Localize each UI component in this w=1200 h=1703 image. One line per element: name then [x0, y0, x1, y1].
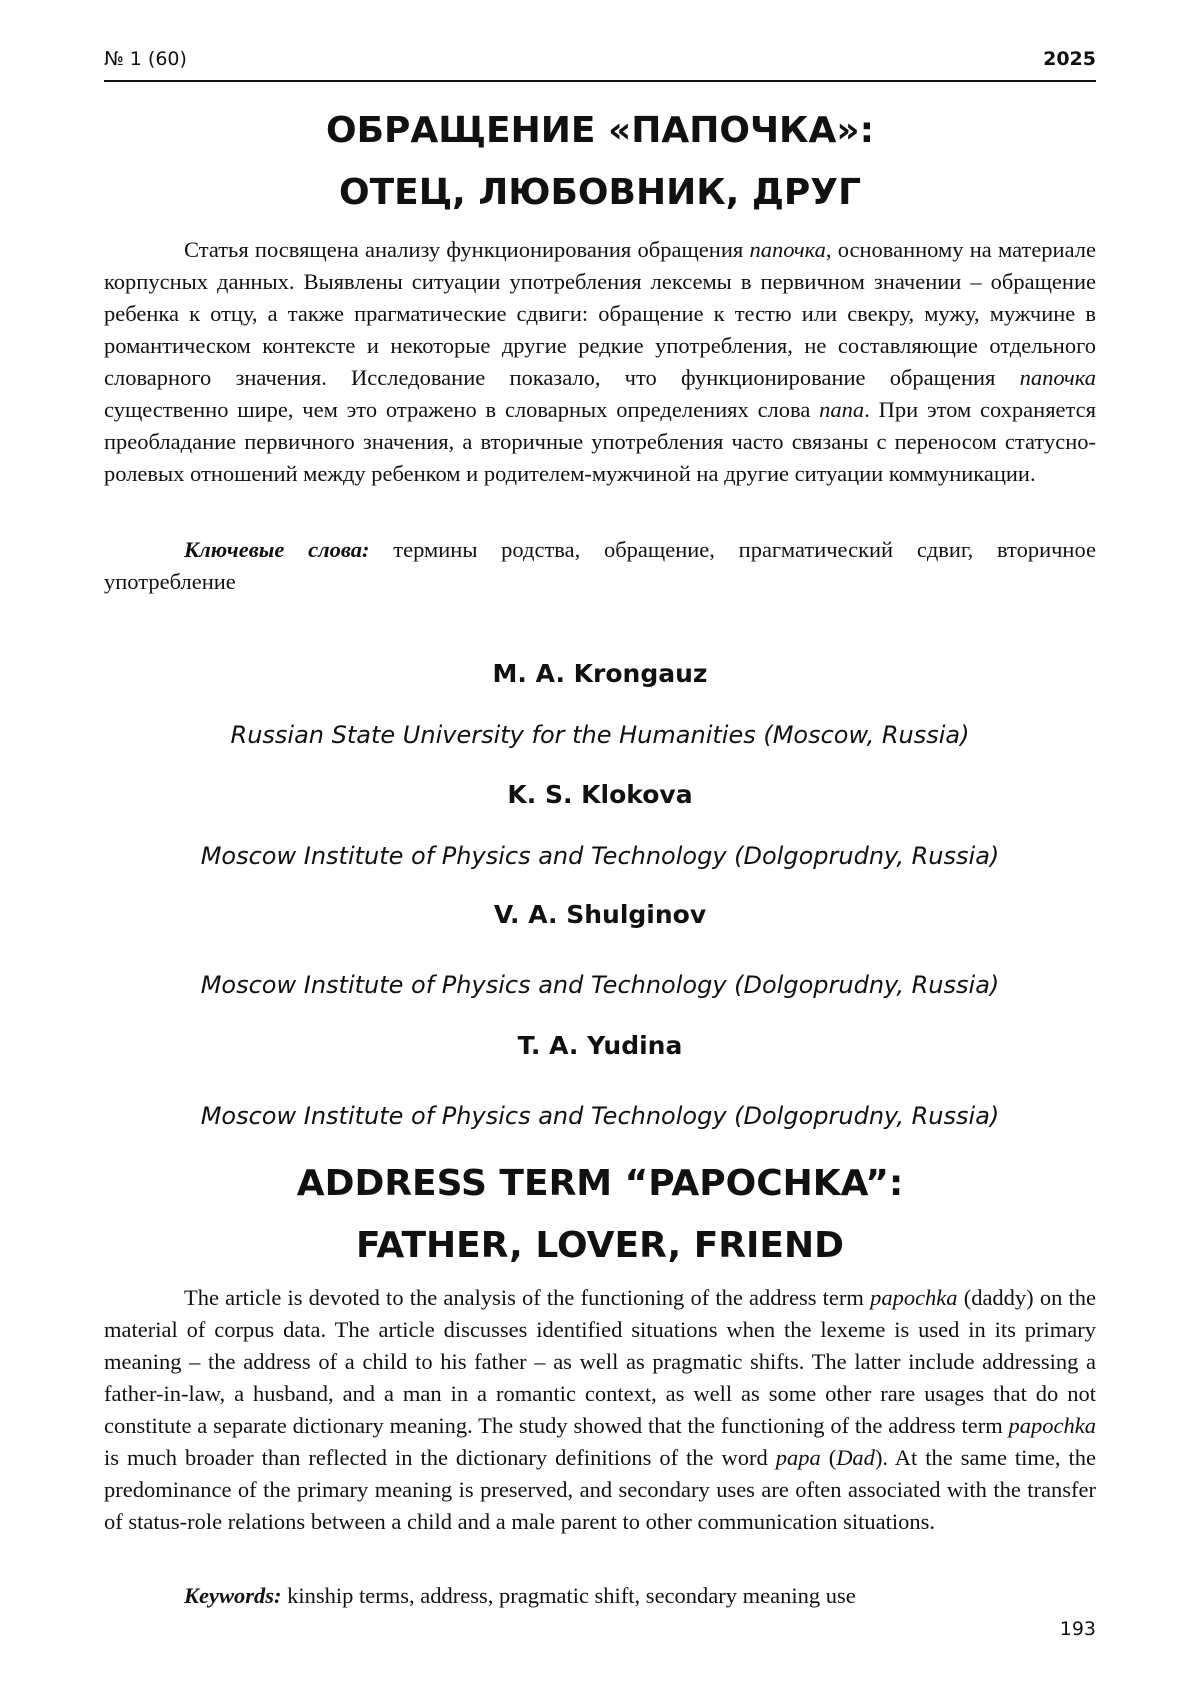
russian-keywords — [104, 534, 1096, 598]
page-number: 193 — [1059, 1618, 1096, 1640]
author-name: K. S. Klokova — [507, 780, 693, 809]
term-papochka: папочка — [749, 237, 826, 262]
author-affiliation: Moscow Institute of Physics and Technology (Dolgoprudny, Russia) — [200, 842, 1000, 870]
term-papa: papa — [775, 1445, 821, 1470]
author-affiliation: Moscow Institute of Physics and Technology (Dolgoprudny, Russia) — [200, 971, 1000, 999]
author-name: M. A. Krongauz — [492, 659, 708, 688]
english-title-line-2: FATHER, LOVER, FRIEND — [355, 1225, 845, 1266]
english-keywords-label: Keywords: — [184, 1583, 282, 1608]
english-title — [104, 1153, 1096, 1277]
russian-abstract: Статья посвящена анализу функционирования обращения папочка, основанному на материале корпусных данных. Выявлены ситуации употребления лексемы в первичном значении – обращение ребенка к отцу, а также прагматические сдвиги: обращение к тестю или свекру, мужу, мужчине в романтическом контексте и некоторые другие редкие употребления, не составляющие отдельного словарного значения. Исследование показало, что функционирование обращения папочка существенно шире, чем это отражено в словарных определениях слова папа. При этом сохраняется преобладание первичного значения, а вторичные употребления часто связаны с переносом статусно-ролевых отношений между ребенком и родителем-мужчиной на другие ситуации коммуникации. — [104, 237, 1096, 486]
russian-title — [104, 100, 1096, 224]
russian-keywords-list: термины родства, обращение, прагматический сдвиг, вторичное употребление — [104, 537, 1096, 594]
russian-title-line-1: ОБРАЩЕНИЕ «ПАПОЧКА»: — [326, 110, 874, 151]
issue-number: № 1 (60) — [104, 48, 187, 70]
author-affiliation: Moscow Institute of Physics and Technology (Dolgoprudny, Russia) — [200, 1102, 1000, 1130]
term-papochka: papochka — [870, 1285, 958, 1310]
issue-year: 2025 — [1043, 48, 1096, 70]
term-papochka: папочка — [1019, 365, 1096, 390]
english-abstract: The article is devoted to the analysis of the functioning of the address term papochka (daddy) on the material of corpus data. The article discusses identified situations when the lexeme is used in its primary meaning – the address of a child to his father – as well as pragmatic shifts. The latter include addressing a father-in-law, a husband, and a man in a romantic context, as well as some other rare usages that do not constitute a separate dictionary meaning. The study showed that the functioning of the address term papochka is much broader than reflected in the dictionary definitions of the word papa (Dad). At the same time, the predominance of the primary meaning is preserved, and secondary uses are often associated with the transfer of status-role relations between a child and a male parent to other communication situations. — [104, 1285, 1096, 1534]
term-papa: папа — [819, 397, 865, 422]
author-name: T. A. Yudina — [517, 1031, 683, 1060]
running-header — [104, 46, 1096, 82]
english-title-line-1: ADDRESS TERM “PAPOCHKA”: — [296, 1163, 904, 1204]
english-keywords — [104, 1580, 1096, 1612]
term-dad: Dad — [836, 1445, 875, 1470]
author-name: V. A. Shulginov — [493, 900, 707, 929]
term-papochka: papochka — [1008, 1413, 1096, 1438]
english-keywords-list: kinship terms, address, pragmatic shift, secondary meaning use — [281, 1583, 856, 1608]
russian-keywords-label: Ключевые слова: — [184, 537, 370, 562]
russian-title-line-2: ОТЕЦ, ЛЮБОВНИК, ДРУГ — [338, 172, 862, 213]
author-affiliation: Russian State University for the Humanities (Moscow, Russia) — [230, 721, 970, 749]
